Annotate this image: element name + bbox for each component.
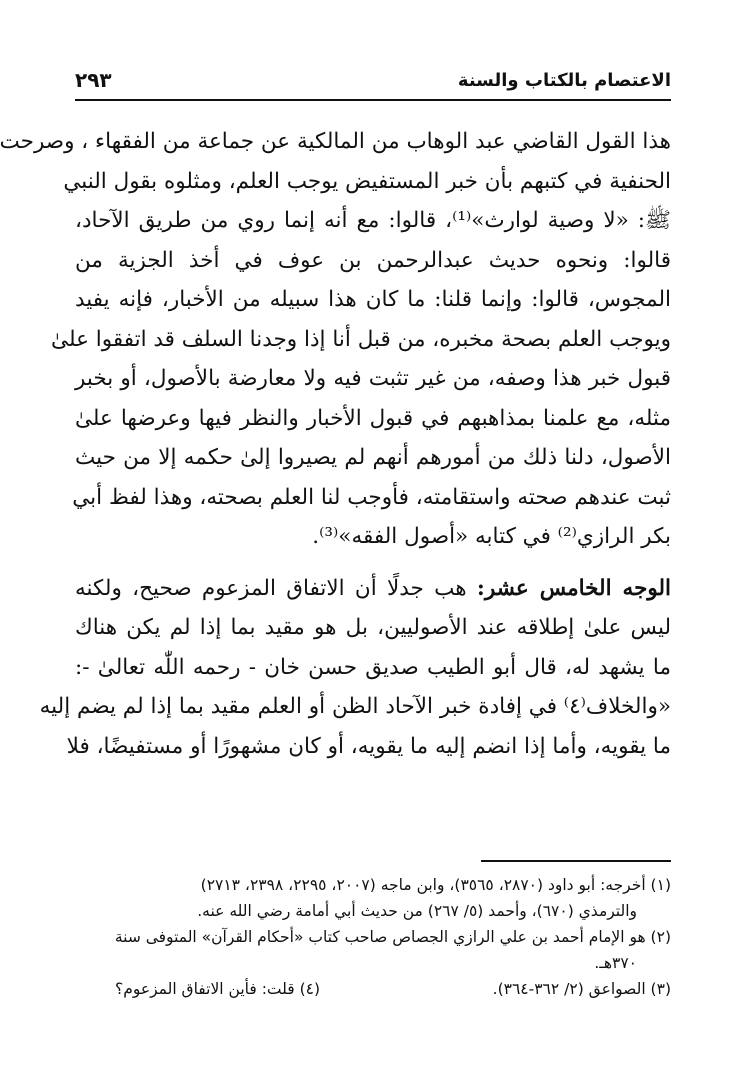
footnote-1-continued: والترمذي (٦٧٠)، وأحمد (٥/ ٢٦٧) من حديث أبي أمامة رضي الله عنه. — [197, 902, 637, 920]
running-header — [75, 62, 671, 98]
text-line: ما يقويه، وأما إذا انضم إليه ما يقويه، أو كان مشهورًا أو مستفيضًا، فلا — [66, 733, 671, 759]
text-line: قبول خبر هذا وصفه، من غير تثبت فيه ولا معارضة بالأصول، أو بخبر — [75, 366, 671, 391]
text-line: الأصول، دلنا ذلك من أمورهم أنهم لم يصيروا إلىٰ حكمه إلا من حيث — [75, 445, 671, 470]
text-line: المجوس، قالوا: وإنما قلنا: ما كان هذا سبيله من الأخبار، فإنه يفيد — [75, 287, 671, 312]
footnote-3: (٣) الصواعق (٢/ ٣٦٢-٣٦٤). — [492, 980, 671, 998]
text-line: ﷺ: «لا وصية لوارث»⁽¹⁾، قالوا: مع أنه إنما روي من طريق الآحاد، — [75, 208, 671, 233]
text-line: ليس علىٰ إطلاقه عند الأصوليين، بل هو مقيد بما إذا لم يكن هناك — [75, 615, 671, 640]
text-line: «والخلاف⁽٤⁾ في إفادة خبر الآحاد الظن أو العلم مقيد بما إذا لم يضم إليه — [39, 694, 671, 719]
footnote-2: (٢) هو الإمام أحمد بن علي الرازي الجصاص صاحب كتاب «أحكام القرآن» المتوفى سنة — [114, 928, 671, 946]
text-line: قالوا: ونحوه حديث عبدالرحمن بن عوف في أخذ الجزية من — [75, 247, 671, 273]
footnote-4: (٤) قلت: فأين الاتفاق المزعوم؟ — [115, 980, 321, 998]
footnote-1: (١) أخرجه: أبو داود (٢٨٧٠، ٣٥٦٥)، وابن ماجه (٢٠٠٧، ٢٢٩٥، ٢٣٩٨، ٢٧١٣) — [200, 876, 671, 894]
text-line — [75, 569, 671, 609]
main-text — [0, 122, 671, 766]
text-line: بكر الرازي⁽²⁾ في كتابه «أصول الفقه»⁽³⁾. — [312, 524, 671, 549]
header-title: الاعتصام بالكتاب والسنة — [457, 69, 671, 91]
text-line: ما يشهد له، قال أبو الطيب صديق حسن خان - رحمه اللّٰه تعالىٰ -: — [75, 654, 671, 680]
text-line: ويوجب العلم بصحة مخبره، من قبل أنا إذا وجدنا السلف قد اتفقوا علىٰ — [51, 326, 671, 352]
footnote-row — [75, 976, 671, 1002]
section-heading: الوجه الخامس عشر: — [476, 575, 671, 601]
text-line: هذا القول القاضي عبد الوهاب من المالكية عن جماعة من الفقهاء ، وصرحت — [0, 129, 671, 154]
text-line: ثبت عندهم صحته واستقامته، فأوجب لنا العلم بصحته، وهذا لفظ أبي — [72, 484, 671, 510]
header-divider — [75, 99, 671, 101]
footnotes — [75, 872, 671, 1002]
paragraph-2 — [39, 569, 671, 767]
paragraph-gap — [75, 557, 671, 569]
page-number: ٢٩٣ — [75, 68, 112, 92]
text-line: الحنفية في كتبهم بأن خبر المستفيض يوجب العلم، ومثلوه بقول النبي — [63, 168, 671, 194]
heading-continuation: هب جدلًا أن الاتفاق المزعوم صحيح، ولكنه — [75, 575, 467, 601]
text-line: مثله، مع علمنا بمذاهبهم في قبول الأخبار والنظر فيها وعرضها علىٰ — [75, 405, 671, 431]
paragraph-1 — [0, 122, 671, 557]
footnote-2-continued: ٣٧٠هـ. — [594, 954, 637, 972]
footnote-divider — [481, 860, 671, 862]
